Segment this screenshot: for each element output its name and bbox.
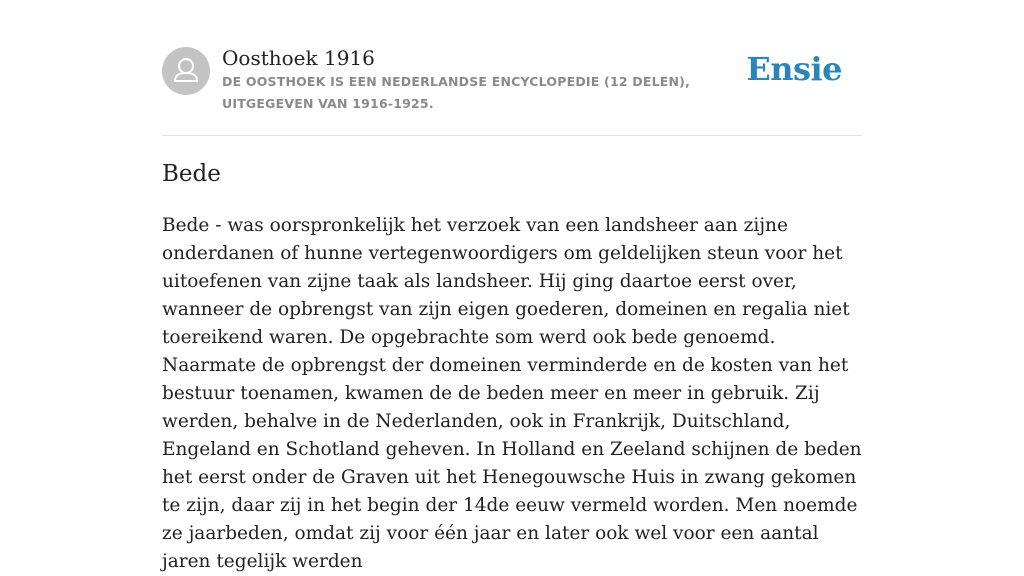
- user-silhouette-icon[interactable]: [162, 47, 210, 95]
- divider: [162, 135, 862, 136]
- brand-logo[interactable]: Ensie: [746, 50, 842, 88]
- source-description: DE OOSTHOEK IS EEN NEDERLANDSE ENCYCLOPEDIE (12 DELEN), UITGEGEVEN VAN 1916-1925.: [222, 74, 691, 111]
- avatar-graphic: [162, 47, 210, 95]
- source-title[interactable]: Oosthoek 1916: [222, 46, 375, 70]
- source-header: [162, 44, 862, 116]
- entry-title: Bede: [162, 161, 221, 187]
- entry-body: Bede - was oorspronkelijk het verzoek van een landsheer aan zijne onderdanen of hunne vertegenwoordigers om geldelijken steun voor het uitoefenen van zijne taak als landsheer. Hij ging daartoe eerst over, wanneer de opbrengst van zijn eigen goederen, domeinen en regalia niet toereikend waren. De opgebrachte som werd ook bede genoemd. Naarmate de opbrengst der domeinen verminderde en de kosten van het bestuur toenamen, kwamen de de beden meer en meer in gebruik. Zij werden, behalve in de Nederlanden, ook in Frankrijk, Duitschland, Engeland en Schotland geheven. In Holland en Zeeland schijnen de beden het eerst onder de Graven uit het Henegouwsche Huis in zwang gekomen te zijn, daar zij in het begin der 14de eeuw vermeld worden. Men noemde ze jaarbeden, omdat zij voor één jaar en later ook wel voor een aantal jaren tegelijk werden: [162, 215, 862, 572]
